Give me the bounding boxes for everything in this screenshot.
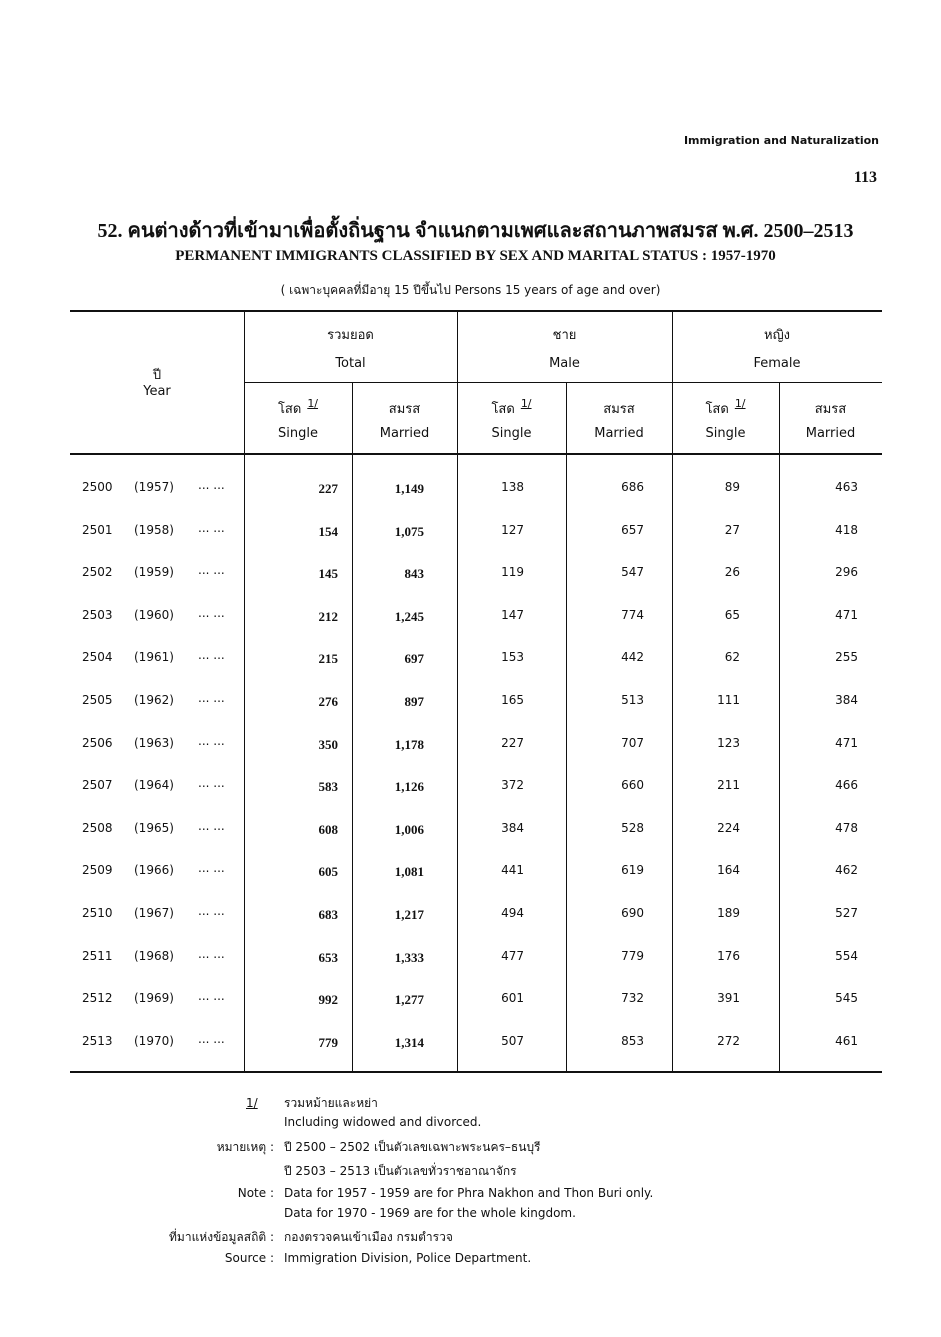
note-1: Data for 1957 - 1959 are for Phra Nakhon and Thon Buri only.: [284, 1186, 654, 1200]
cell-female-married: 527: [835, 906, 858, 920]
source-thai: กองตรวจคนเข้าเมือง กรมตำรวจ: [284, 1230, 453, 1244]
cell-male-married: 774: [621, 607, 644, 622]
body-col-divider: [352, 455, 353, 1071]
cell-male-single: 165: [501, 693, 524, 707]
cell-total-single: 212: [318, 608, 338, 624]
cell-male-married: 732: [621, 991, 644, 1006]
cell-total-single: 276: [318, 694, 338, 709]
row-year-be: 2506: [82, 735, 113, 750]
cell-male-single: 127: [501, 522, 524, 537]
cell-female-married: 554: [835, 948, 858, 963]
cell-total-married: 1,245: [394, 608, 424, 624]
married-header-english: Married: [805, 426, 856, 441]
cell-male-single: 601: [501, 991, 524, 1006]
footnote-ref: 1/: [734, 397, 746, 410]
row-year-ce: (1960): [134, 607, 174, 622]
cell-total-single: 227: [318, 481, 338, 496]
remark-thai-1: ปี 2500 – 2502 เป็นตัวเลขเฉพาะพระนคร–ธนบุรี: [284, 1140, 541, 1154]
cell-total-single: 154: [318, 523, 338, 539]
cell-female-married: 255: [835, 650, 858, 665]
cell-total-single: 683: [318, 907, 338, 922]
note-2: Data for 1970 - 1969 are for the whole kingdom.: [284, 1206, 576, 1220]
cell-total-married: 1,178: [394, 736, 424, 752]
row-year-be: 2503: [82, 607, 113, 622]
row-year-be: 2509: [82, 863, 113, 878]
row-year-ce: (1967): [134, 906, 174, 920]
row-year-ce: (1969): [134, 991, 174, 1006]
row-dots: ... ...: [198, 478, 225, 492]
cell-male-married: 686: [621, 480, 644, 494]
single-header-thai: โสด $^{1/}$: [705, 397, 746, 417]
header-bottom-rule: [70, 453, 882, 455]
cell-male-married: 690: [621, 906, 644, 920]
cell-total-single: 145: [318, 566, 338, 582]
row-year-be: 2507: [82, 778, 113, 793]
cell-female-single: 164: [717, 863, 740, 878]
cell-female-single: 27: [724, 522, 740, 537]
table-title-thai: 52. คนต่างด้าวที่เข้ามาเพื่อตั้งถิ่นฐาน จำแนกตามเพศและสถานภาพสมรส พ.ศ. 2500–2513: [97, 220, 854, 242]
cell-male-single: 507: [501, 1033, 524, 1048]
cell-total-single: 779: [318, 1034, 338, 1050]
group-sub-rule: [244, 382, 882, 383]
cell-male-married: 853: [621, 1033, 644, 1048]
cell-female-married: 384: [835, 693, 858, 707]
source-label-thai: ที่มาแห่งข้อมูลสถิติ :: [169, 1230, 274, 1244]
cell-female-married: 462: [835, 863, 858, 878]
cell-male-married: 707: [621, 735, 644, 750]
body-col-divider: [457, 455, 458, 1071]
cell-female-married: 296: [835, 565, 858, 580]
remark-label: หมายเหตุ :: [216, 1140, 274, 1154]
row-year-be: 2505: [82, 693, 113, 707]
row-year-be: 2511: [82, 948, 113, 963]
cell-male-single: 372: [501, 778, 524, 793]
cell-male-married: 513: [621, 693, 644, 707]
married-header-thai: สมรส: [814, 402, 847, 417]
footnote-english: Including widowed and divorced.: [284, 1115, 482, 1129]
cell-female-single: 391: [717, 991, 740, 1006]
table-top-rule: [70, 310, 882, 312]
cell-total-single: 605: [318, 864, 338, 880]
section-header: Immigration and Naturalization: [683, 134, 879, 147]
cell-total-married: 1,081: [394, 864, 424, 880]
footnote-mark: 1/: [246, 1096, 258, 1110]
cell-female-single: 224: [717, 820, 740, 835]
cell-female-married: 466: [835, 778, 858, 793]
cell-female-married: 418: [835, 522, 858, 537]
cell-male-single: 384: [501, 820, 524, 835]
page-number: 113: [853, 169, 877, 186]
group-header-english: Total: [335, 356, 366, 371]
row-dots: ... ...: [198, 520, 225, 535]
cell-female-married: 471: [835, 735, 858, 750]
row-year-ce: (1962): [134, 693, 174, 707]
cell-male-married: 528: [621, 820, 644, 835]
source-english: Immigration Division, Police Department.: [284, 1251, 532, 1265]
cell-total-single: 350: [318, 736, 338, 752]
cell-male-married: 657: [621, 522, 644, 537]
body-col-divider: [566, 455, 567, 1071]
cell-male-single: 227: [501, 735, 524, 750]
cell-total-married: 1,333: [394, 949, 424, 965]
source-label: Source :: [224, 1251, 274, 1265]
single-header-english: Single: [491, 426, 532, 441]
cell-female-married: 461: [835, 1033, 858, 1048]
cell-male-single: 153: [501, 650, 524, 665]
row-year-be: 2512: [82, 991, 113, 1006]
cell-total-married: 697: [404, 651, 424, 667]
single-header-english: Single: [278, 426, 318, 441]
married-header-english: Married: [379, 426, 430, 441]
row-dots: ... ...: [198, 904, 225, 918]
cell-male-married: 442: [621, 650, 644, 665]
group-header-english: Female: [753, 356, 801, 371]
cell-male-single: 477: [501, 948, 524, 963]
row-year-ce: (1970): [134, 1033, 174, 1048]
row-year-ce: (1968): [134, 948, 174, 963]
notes-section: [0, 1094, 941, 1274]
cell-male-married: 779: [621, 948, 644, 963]
cell-total-single: 215: [318, 651, 338, 667]
footnote-thai: รวมหม้ายและหย่า: [284, 1096, 378, 1110]
married-header-thai: สมรส: [388, 402, 421, 417]
table-subtitle: ( เฉพาะบุคคลที่มีอายุ 15 ปีขึ้นไป Persons 15 years of age and over): [280, 283, 661, 297]
cell-total-married: 1,314: [394, 1034, 424, 1050]
single-header-english: Single: [705, 426, 746, 441]
single-header-thai: โสด $^{1/}$: [491, 397, 532, 417]
table-title-english: PERMANENT IMMIGRANTS CLASSIFIED BY SEX AND MARITAL STATUS : 1957-1970: [175, 248, 776, 264]
body-col-divider: [779, 455, 780, 1071]
row-dots: ... ...: [198, 733, 225, 748]
cell-total-married: 1,075: [394, 523, 424, 539]
table-bottom-rule: [70, 1071, 882, 1073]
row-dots: ... ...: [198, 1031, 225, 1046]
cell-female-married: 463: [835, 480, 858, 494]
group-header-thai: หญิง: [764, 328, 790, 343]
row-dots: ... ...: [198, 648, 225, 663]
row-dots: ... ...: [198, 776, 225, 791]
row-year-ce: (1966): [134, 863, 174, 878]
cell-female-single: 111: [717, 693, 740, 707]
year-header-thai: ปี: [152, 368, 162, 383]
cell-total-married: 1,006: [394, 821, 424, 837]
cell-female-single: 62: [724, 650, 740, 665]
cell-male-single: 494: [501, 906, 524, 920]
row-dots: ... ...: [198, 946, 225, 961]
footnote-ref: 1/: [520, 397, 532, 410]
row-dots: ... ...: [198, 605, 225, 620]
group-header-english: Male: [549, 356, 580, 371]
remark-thai-2: ปี 2503 – 2513 เป็นตัวเลขทั่วราชอาณาจักร: [284, 1164, 517, 1178]
year-header-english: Year: [143, 384, 171, 399]
row-dots: ... ...: [198, 989, 225, 1004]
married-header-english: Married: [594, 426, 644, 441]
cell-female-single: 211: [717, 778, 740, 793]
cell-female-single: 65: [724, 607, 740, 622]
row-year-ce: (1963): [134, 735, 174, 750]
cell-female-married: 471: [835, 607, 858, 622]
cell-female-single: 26: [724, 565, 740, 580]
row-dots: ... ...: [198, 691, 225, 705]
cell-total-married: 1,277: [394, 992, 424, 1008]
cell-female-single: 123: [717, 735, 740, 750]
row-year-ce: (1964): [134, 778, 174, 793]
cell-total-single: 583: [318, 779, 338, 795]
married-header-thai: สมรส: [603, 402, 635, 417]
cell-male-married: 660: [621, 778, 644, 793]
footnote-ref: 1/: [307, 397, 319, 410]
row-year-ce: (1959): [134, 565, 174, 580]
row-year-be: 2501: [82, 522, 113, 537]
row-dots: ... ...: [198, 563, 225, 578]
cell-male-single: 441: [501, 863, 524, 878]
row-year-ce: (1957): [134, 480, 174, 494]
row-year-ce: (1958): [134, 522, 174, 537]
cell-female-married: 545: [835, 991, 858, 1006]
row-year-ce: (1961): [134, 650, 174, 665]
row-year-be: 2500: [82, 480, 113, 494]
cell-total-single: 992: [318, 992, 338, 1008]
cell-total-single: 608: [318, 821, 338, 837]
row-year-be: 2513: [82, 1033, 113, 1048]
row-dots: ... ...: [198, 818, 225, 833]
group-header-thai: รวมยอด: [327, 328, 374, 343]
cell-male-single: 119: [501, 565, 524, 580]
cell-male-single: 138: [501, 480, 524, 494]
cell-total-married: 1,149: [394, 481, 424, 496]
row-year-be: 2510: [82, 906, 113, 920]
cell-total-married: 897: [404, 694, 424, 709]
cell-total-single: 653: [318, 949, 338, 965]
cell-total-married: 1,217: [394, 907, 424, 922]
cell-female-single: 272: [717, 1033, 740, 1048]
row-year-be: 2508: [82, 820, 113, 835]
cell-female-single: 89: [724, 480, 740, 494]
single-header-thai: โสด $^{1/}$: [277, 397, 319, 417]
cell-total-married: 843: [404, 566, 424, 582]
row-year-be: 2502: [82, 565, 113, 580]
cell-male-married: 547: [621, 565, 644, 580]
row-dots: ... ...: [198, 861, 225, 876]
cell-male-single: 147: [501, 607, 524, 622]
body-col-divider: [672, 455, 673, 1071]
row-year-ce: (1965): [134, 820, 174, 835]
cell-total-married: 1,126: [394, 779, 424, 795]
cell-female-single: 189: [717, 906, 740, 920]
row-year-be: 2504: [82, 650, 113, 665]
group-header-thai: ชาย: [552, 328, 577, 343]
cell-male-married: 619: [621, 863, 644, 878]
cell-female-single: 176: [717, 948, 740, 963]
note-label: Note :: [237, 1186, 274, 1200]
cell-female-married: 478: [835, 820, 858, 835]
body-col-divider: [244, 455, 245, 1071]
